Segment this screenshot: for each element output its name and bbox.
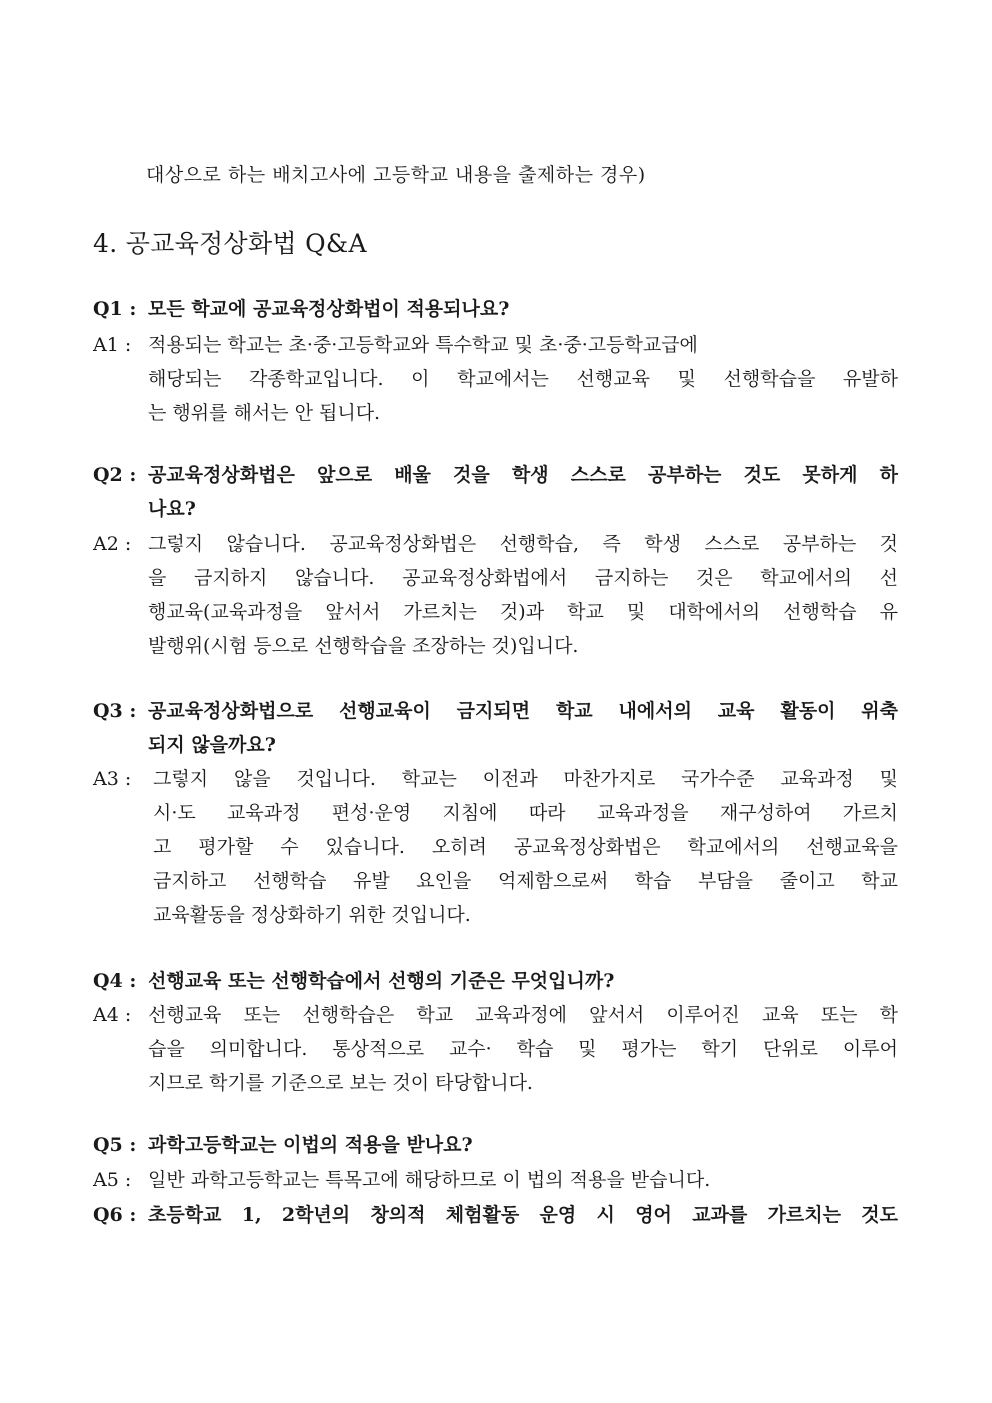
answer-line: 일반 과학고등학교는 특목고에 해당하므로 이 법의 적용을 받습니다. [148,1169,711,1191]
answer-line: 해당되는 각종학교입니다. 이 학교에서는 선행교육 및 선행학습을 유발하 [148,368,898,390]
answer-label: A2 : [93,533,132,555]
question-label: Q6 : [93,1204,137,1226]
answer-line: 을 금지하지 않습니다. 공교육정상화법에서 금지하는 것은 학교에서의 선 [148,567,898,589]
question-5 [93,1128,898,1162]
answer-1 [93,328,898,430]
question-text: 공교육정상화법으로 선행교육이 금지되면 학교 내에서의 교육 활동이 위축 [148,700,898,722]
answer-label: A5 : [93,1169,132,1191]
question-label: Q2 : [93,464,137,486]
answer-line: 고 평가할 수 있습니다. 오히려 공교육정상화법은 학교에서의 선행교육을 [153,836,898,858]
section-title: 4. 공교육정상화법 Q&A [93,229,367,258]
question-6 [93,1198,898,1232]
answer-line: 선행교육 또는 선행학습은 학교 교육과정에 앞서서 이루어진 교육 또는 학 [148,1004,898,1026]
answer-line: 그렇지 않을 것입니다. 학교는 이전과 마찬가지로 국가수준 교육과정 및 [153,768,898,790]
question-text: 선행교육 또는 선행학습에서 선행의 기준은 무엇입니까? [148,970,615,992]
answer-3 [93,762,898,932]
question-label: Q5 : [93,1134,137,1156]
question-text: 과학고등학교는 이법의 적용을 받나요? [148,1134,473,1156]
answer-2 [93,527,898,663]
question-label: Q4 : [93,970,137,992]
question-text: 초등학교 1, 2학년의 창의적 체험활동 운영 시 영어 교과를 가르치는 것도 [148,1204,898,1226]
answer-line: 는 행위를 해서는 안 됩니다. [148,402,381,424]
answer-4 [93,998,898,1100]
answer-line: 그렇지 않습니다. 공교육정상화법은 선행학습, 즉 학생 스스로 공부하는 것 [148,533,898,555]
question-1 [93,292,898,326]
answer-label: A4 : [93,1004,132,1026]
question-4 [93,964,898,998]
continuation-text: 대상으로 하는 배치고사에 고등학교 내용을 출제하는 경우) [146,164,646,186]
answer-line: 적용되는 학교는 초·중·고등학교와 특수학교 및 초·중·고등학교급에 [148,334,698,356]
question-text: 공교육정상화법은 앞으로 배울 것을 학생 스스로 공부하는 것도 못하게 하 [148,464,898,486]
answer-line: 교육활동을 정상화하기 위한 것입니다. [153,904,471,926]
answer-line: 금지하고 선행학습 유발 요인을 억제함으로써 학습 부담을 줄이고 학교 [153,870,898,892]
question-text: 나요? [148,498,196,520]
answer-label: A1 : [93,334,132,356]
question-text: 모든 학교에 공교육정상화법이 적용되나요? [148,298,510,320]
question-label: Q3 : [93,700,137,722]
answer-line: 시·도 교육과정 편성·운영 지침에 따라 교육과정을 재구성하여 가르치 [153,802,898,824]
question-text: 되지 않을까요? [148,734,276,756]
answer-line: 발행위(시험 등으로 선행학습을 조장하는 것)입니다. [148,635,579,657]
answer-label: A3 : [93,768,132,790]
question-3 [93,694,898,762]
answer-line: 행교육(교육과정을 앞서서 가르치는 것)과 학교 및 대학에서의 선행학습 유 [148,601,898,623]
question-2 [93,458,898,526]
question-label: Q1 : [93,298,137,320]
answer-line: 지므로 학기를 기준으로 보는 것이 타당합니다. [148,1072,533,1094]
answer-5 [93,1163,898,1197]
answer-line: 습을 의미합니다. 통상적으로 교수· 학습 및 평가는 학기 단위로 이루어 [148,1038,898,1060]
